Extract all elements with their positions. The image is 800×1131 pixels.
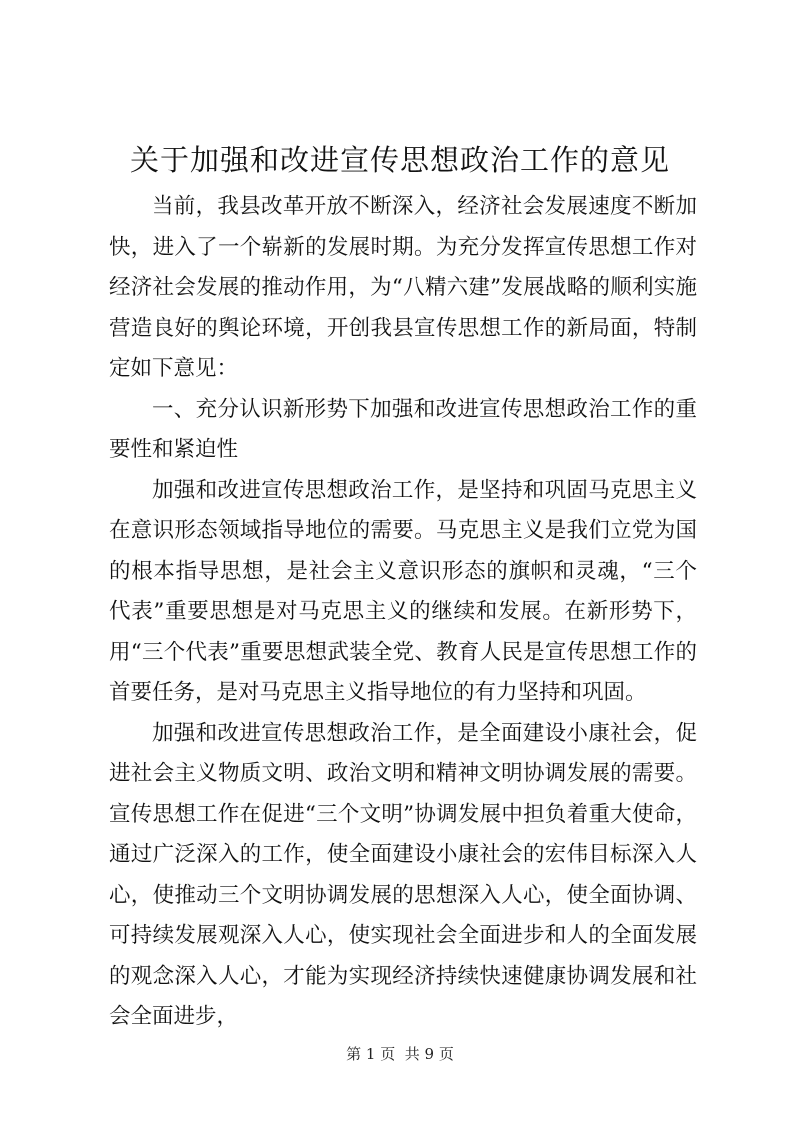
document-body bbox=[109, 187, 697, 1038]
section-heading-1: 一、充分认识新形势下加强和改进宣传思想政治工作的重要性和紧迫性 bbox=[109, 396, 697, 462]
paragraph-xiaokang: 加强和改进宣传思想政治工作，是全面建设小康社会，促进社会主义物质文明、政治文明和精神文明协调发展的需要。宣传思想工作在促进“三个文明”协调发展中担负着重大使命，通过广泛深入的工作，使全面建设小康社会的宏伟目标深入人心，使推动三个文明协调发展的思想深入人心，使全面协调、可持续发展观深入人心，使实现社会全面进步和人的全面发展的观念深入人心，才能为实现经济持续快速健康协调发展和社会全面进步， bbox=[109, 720, 697, 1029]
document-title: 关于加强和改进宣传思想政治工作的意见 bbox=[129, 143, 670, 177]
paragraph-intro: 当前，我县改革开放不断深入，经济社会发展速度不断加快，进入了一个崭新的发展时期。为充分发挥宣传思想工作对经济社会发展的推动作用，为“八精六建”发展战略的顺利实施营造良好的舆论环境，开创我县宣传思想工作的新局面，特制定如下意见： bbox=[109, 194, 697, 381]
page-number: 第 1 页 bbox=[346, 1045, 396, 1063]
paragraph-marxism: 加强和改进宣传思想政治工作，是坚持和巩固马克思主义在意识形态领域指导地位的需要。马克思主义是我们立党为国的根本指导思想，是社会主义意识形态的旗帜和灵魂，“三个代表”重要思想是对马克思主义的继续和发展。在新形势下，用“三个代表”重要思想武装全党、教育人民是宣传思想工作的首要任务，是对马克思主义指导地位的有力坚持和巩固。 bbox=[109, 477, 697, 705]
page-footer bbox=[0, 1044, 800, 1064]
page-total: 共 9 页 bbox=[404, 1045, 454, 1063]
